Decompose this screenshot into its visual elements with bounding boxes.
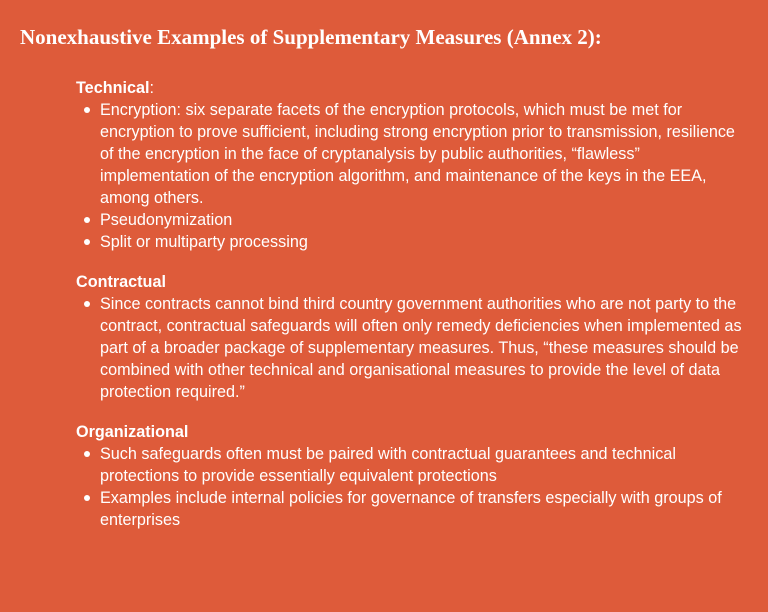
list-item bbox=[76, 99, 746, 209]
sections-container bbox=[76, 77, 746, 549]
bullet-list-technical bbox=[76, 99, 746, 253]
section-heading-organizational: Organizational bbox=[76, 423, 189, 441]
bullet-list-organizational bbox=[76, 443, 746, 531]
list-item-text: Such safeguards often must be paired with contractual guarantees and technical protections to provide essentially equivalent protections bbox=[100, 445, 676, 485]
list-item-text: Encryption: six separate facets of the encryption protocols, which must be met for encryption to prove sufficient, including strong encryption prior to transmission, resilience of the encryption in the face of cryptanalysis by public authorities, “flawless” implementation of the encryption algorithm, and maintenance of the keys in the EEA, among others. bbox=[100, 101, 735, 207]
bullet-dot-icon bbox=[84, 495, 90, 501]
list-item bbox=[76, 231, 746, 253]
bullet-dot-icon bbox=[84, 451, 90, 457]
bullet-dot-icon bbox=[84, 301, 90, 307]
slide-title: Nonexhaustive Examples of Supplementary Measures (Annex 2): bbox=[20, 25, 602, 49]
section-contractual bbox=[76, 271, 746, 403]
section-heading-technical-label: Technical bbox=[76, 79, 150, 97]
section-heading-technical bbox=[76, 77, 746, 99]
bullet-dot-icon bbox=[84, 217, 90, 223]
list-item-text: Since contracts cannot bind third country government authorities who are not party to the contract, contractual safeguards will often only remedy deficiencies when implemented as part of a broader package of supplementary measures. Thus, “these measures should be combined with other technical and organisational measures to provide the level of data protection required.” bbox=[100, 295, 742, 401]
list-item-text: Split or multiparty processing bbox=[100, 233, 308, 251]
section-heading-contractual: Contractual bbox=[76, 273, 166, 291]
list-item bbox=[76, 443, 746, 487]
list-item-text: Pseudonymization bbox=[100, 211, 233, 229]
list-item-text: Examples include internal policies for governance of transfers especially with groups of enterprises bbox=[100, 489, 722, 529]
bullet-dot-icon bbox=[84, 107, 90, 113]
bullet-dot-icon bbox=[84, 239, 90, 245]
section-technical bbox=[76, 77, 746, 253]
list-item bbox=[76, 293, 746, 403]
list-item bbox=[76, 209, 746, 231]
list-item bbox=[76, 487, 746, 531]
bullet-list-contractual bbox=[76, 293, 746, 403]
section-organizational bbox=[76, 421, 746, 531]
section-heading-technical-colon: : bbox=[149, 79, 154, 97]
